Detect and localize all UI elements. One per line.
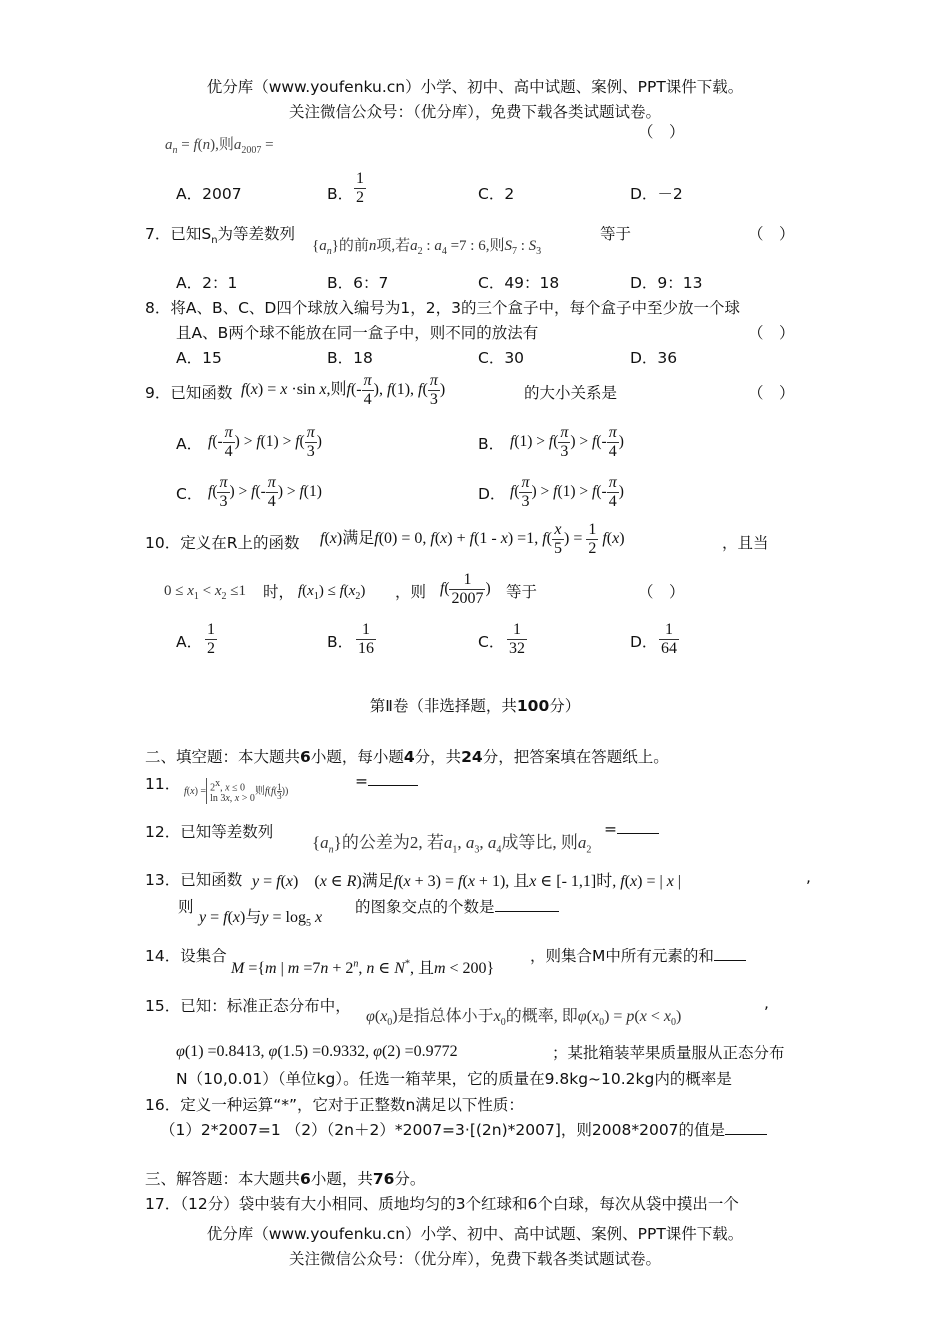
header-line-2: 关注微信公众号：（优分库），免费下载各类试题试卷。 — [288, 103, 661, 121]
q10-option-c-label: C． — [478, 633, 505, 651]
section-2-title: 第Ⅱ卷（非选择题，共100分） — [369, 697, 581, 715]
q10-line2-then: ，则 — [395, 583, 427, 601]
q9-lead: 9．已知函数 — [145, 384, 233, 402]
q7-option-c: C．49：18 — [478, 274, 560, 292]
q12-formula: $\{a_n\}$的公差为2, 若$a_1$, $a_3$, $a_4$成等比, 则$a_2$ — [312, 833, 592, 856]
q10-option-d-fraction: $\frac{1}{64}$ — [661, 621, 677, 657]
q10-trail: ，且当 — [722, 534, 769, 552]
q10-option-c-fraction: $\frac{1}{32}$ — [509, 621, 525, 657]
q7-option-a: A．2：1 — [176, 274, 238, 292]
q10-formula: f(x)满足f(0) = 0, f(x) + f(1 - x) =1, f( $\frac{x}{5}$ ) = $\frac{1}{2}$ f(x) — [320, 521, 625, 557]
q14-set-formula: M ={m | $m =7n + 2^n$, n ∈ N*, 且m < 200} — [231, 958, 495, 977]
q8-answer-paren: （ ） — [748, 324, 795, 342]
q10-option-b-label: B． — [327, 633, 354, 651]
q14-trail: ，则集合M中所有元素的和 — [530, 944, 746, 966]
q9-option-b-label: B． — [478, 435, 505, 453]
q10-lead: 10．定义在R上的函数 — [145, 534, 300, 552]
header-line-1: 优分库（www.youfenku.cn）小学、初中、高中试题、案例、PPT课件下载。 — [206, 78, 744, 96]
q6-option-b-fraction: $\frac{1}{2}$ — [356, 170, 364, 206]
q15-lead: 15．已知：标准正态分布中， — [145, 997, 351, 1015]
q15-line3: N（10,0.01）（单位kg）。任选一箱苹果，它的质量在9.8kg~10.2kg内的概率是 — [176, 1070, 732, 1088]
q10-line2-end: 等于 — [506, 583, 538, 601]
q10-inequality: $f(x_1) \le f(x_2)$ — [298, 583, 366, 602]
q13-line2-lead: 则 — [178, 898, 194, 916]
q15-line2-trail: ；某批箱装苹果质量服从正态分布 — [552, 1044, 785, 1062]
q13-formula: y = f(x) (x ∈ R)满足f(x + 3) = f(x + 1), 且x ∈ [- 1,1]时, f(x) = | x | — [252, 873, 681, 890]
q6-option-d: D．－2 — [630, 185, 683, 203]
q8-line-2: 且A、B两个球不能放在同一盒子中，则不同的放法有 — [176, 324, 539, 342]
q12-answer-blank: = — [604, 820, 659, 838]
q14-lead: 14．设集合 — [145, 947, 227, 965]
q9-formula: f(x) = x ·sin x,则f(- $\frac{\pi}{4}$ ), f(1), f( $\frac{\pi}{3}$ ) — [241, 372, 446, 408]
q7-formula: $\{a_n\}$的前n项,若$a_2$ : $a_4 =7$ : 6,则$S_7$ : $S_3$ — [312, 238, 542, 257]
q7-option-d: D．9：13 — [630, 274, 703, 292]
q9-option-d-label: D． — [478, 485, 506, 503]
q13-comma: , — [806, 868, 811, 886]
q8-option-a: A．15 — [176, 349, 222, 367]
q13-lead: 13．已知函数 — [145, 871, 243, 889]
q10-option-b-fraction: $\frac{1}{16}$ — [358, 621, 374, 657]
q8-option-c: C．30 — [478, 349, 525, 367]
q6-formula: $a_n = f(n)$,则$a_{2007}$ = — [165, 137, 274, 156]
q13-line2-trail: 的图象交点的个数是 — [355, 895, 559, 917]
q7-trail: 等于 — [600, 225, 632, 243]
q9-option-a-formula: f(- $\frac{\pi}{4}$ ) > f(1) > f( $\frac{\pi}{3}$ ) — [208, 424, 322, 460]
q10-option-a-label: A． — [176, 633, 203, 651]
part-3-heading: 三、解答题：本大题共6小题，共76分。 — [145, 1170, 426, 1188]
q9-trail: 的大小关系是 — [524, 384, 618, 402]
q15-values-formula: φ(1) =0.8413, φ(1.5) =0.9332, φ(2) =0.9772 — [176, 1043, 458, 1060]
q15-definition-formula: $\varphi(x_0)$是指总体小于$x_0$的概率, 即$\varphi(x_0) = p(x < x_0)$ — [366, 1008, 682, 1029]
part-2-heading: 二、填空题：本大题共6小题，每小题4分，共24分，把答案填在答题纸上。 — [145, 748, 669, 766]
q8-option-b: B．18 — [327, 349, 373, 367]
q16-line-1: 16．定义一种运算“*”，它对于正整数n满足以下性质： — [145, 1096, 524, 1114]
q10-target: f( $\frac{1}{2007}$ ) — [440, 571, 491, 607]
q8-line-1: 8．将A、B、C、D四个球放入编号为1，2，3的三个盒子中，每个盒子中至少放一个球 — [145, 299, 740, 317]
q17-line-1: 17．（12分）袋中装有大小相同、质地均匀的3个红球和6个白球，每次从袋中摸出一个 — [145, 1195, 739, 1213]
q11-answer-blank: = — [355, 772, 418, 790]
q16-line-2: （1）2*2007=1 （2）（2n＋2）*2007=3·[(2n)*2007]，则2008*2007的值是 — [160, 1118, 767, 1140]
q7-stem: 7．已知$S_n$为等差数列 — [145, 225, 296, 247]
q13-line2-formula: y = f(x)与$y = \log_5 x$ — [199, 909, 323, 930]
q15-comma: , — [764, 994, 769, 1012]
q10-line2-formula: $0 \le x_1 < x_2 \le 1$ — [164, 583, 247, 602]
q6-option-b-label: B． — [327, 185, 354, 203]
q9-option-c-label: C． — [176, 485, 203, 503]
q9-answer-paren: （ ） — [748, 384, 795, 402]
q10-line2-mid: 时， — [263, 583, 295, 601]
q9-option-b-formula: f(1) > f( $\frac{\pi}{3}$ ) > f(- $\frac{\pi}{4}$ ) — [510, 424, 624, 460]
q6-option-a: A．2007 — [176, 185, 242, 203]
q12-lead: 12．已知等差数列 — [145, 823, 274, 841]
footer-line-2: 关注微信公众号：（优分库），免费下载各类试题试卷。 — [288, 1250, 661, 1268]
q11-number: 11． — [145, 775, 181, 793]
q9-option-a-label: A． — [176, 435, 203, 453]
q10-option-d-label: D． — [630, 633, 658, 651]
q9-option-c-formula: f( $\frac{\pi}{3}$ ) > f(- $\frac{\pi}{4}$ ) > f(1) — [208, 474, 322, 510]
footer-line-1: 优分库（www.youfenku.cn）小学、初中、高中试题、案例、PPT课件下载。 — [206, 1225, 744, 1243]
q11-piecewise: $f(x) =2^x$, x ≤ 0 ln 3x, x > 0则f(f( $\frac{1}{3}$ )) — [184, 778, 289, 805]
q6-answer-paren: （ ） — [638, 123, 685, 141]
q7-option-b: B．6：7 — [327, 274, 389, 292]
q8-option-d: D．36 — [630, 349, 678, 367]
q7-answer-paren: （ ） — [748, 225, 795, 243]
q10-option-a-fraction: $\frac{1}{2}$ — [207, 621, 215, 657]
q6-option-c: C．2 — [478, 185, 515, 203]
q10-answer-paren: （ ） — [638, 583, 685, 601]
q9-option-d-formula: f( $\frac{\pi}{3}$ ) > f(1) > f(- $\frac{\pi}{4}$ ) — [510, 474, 624, 510]
